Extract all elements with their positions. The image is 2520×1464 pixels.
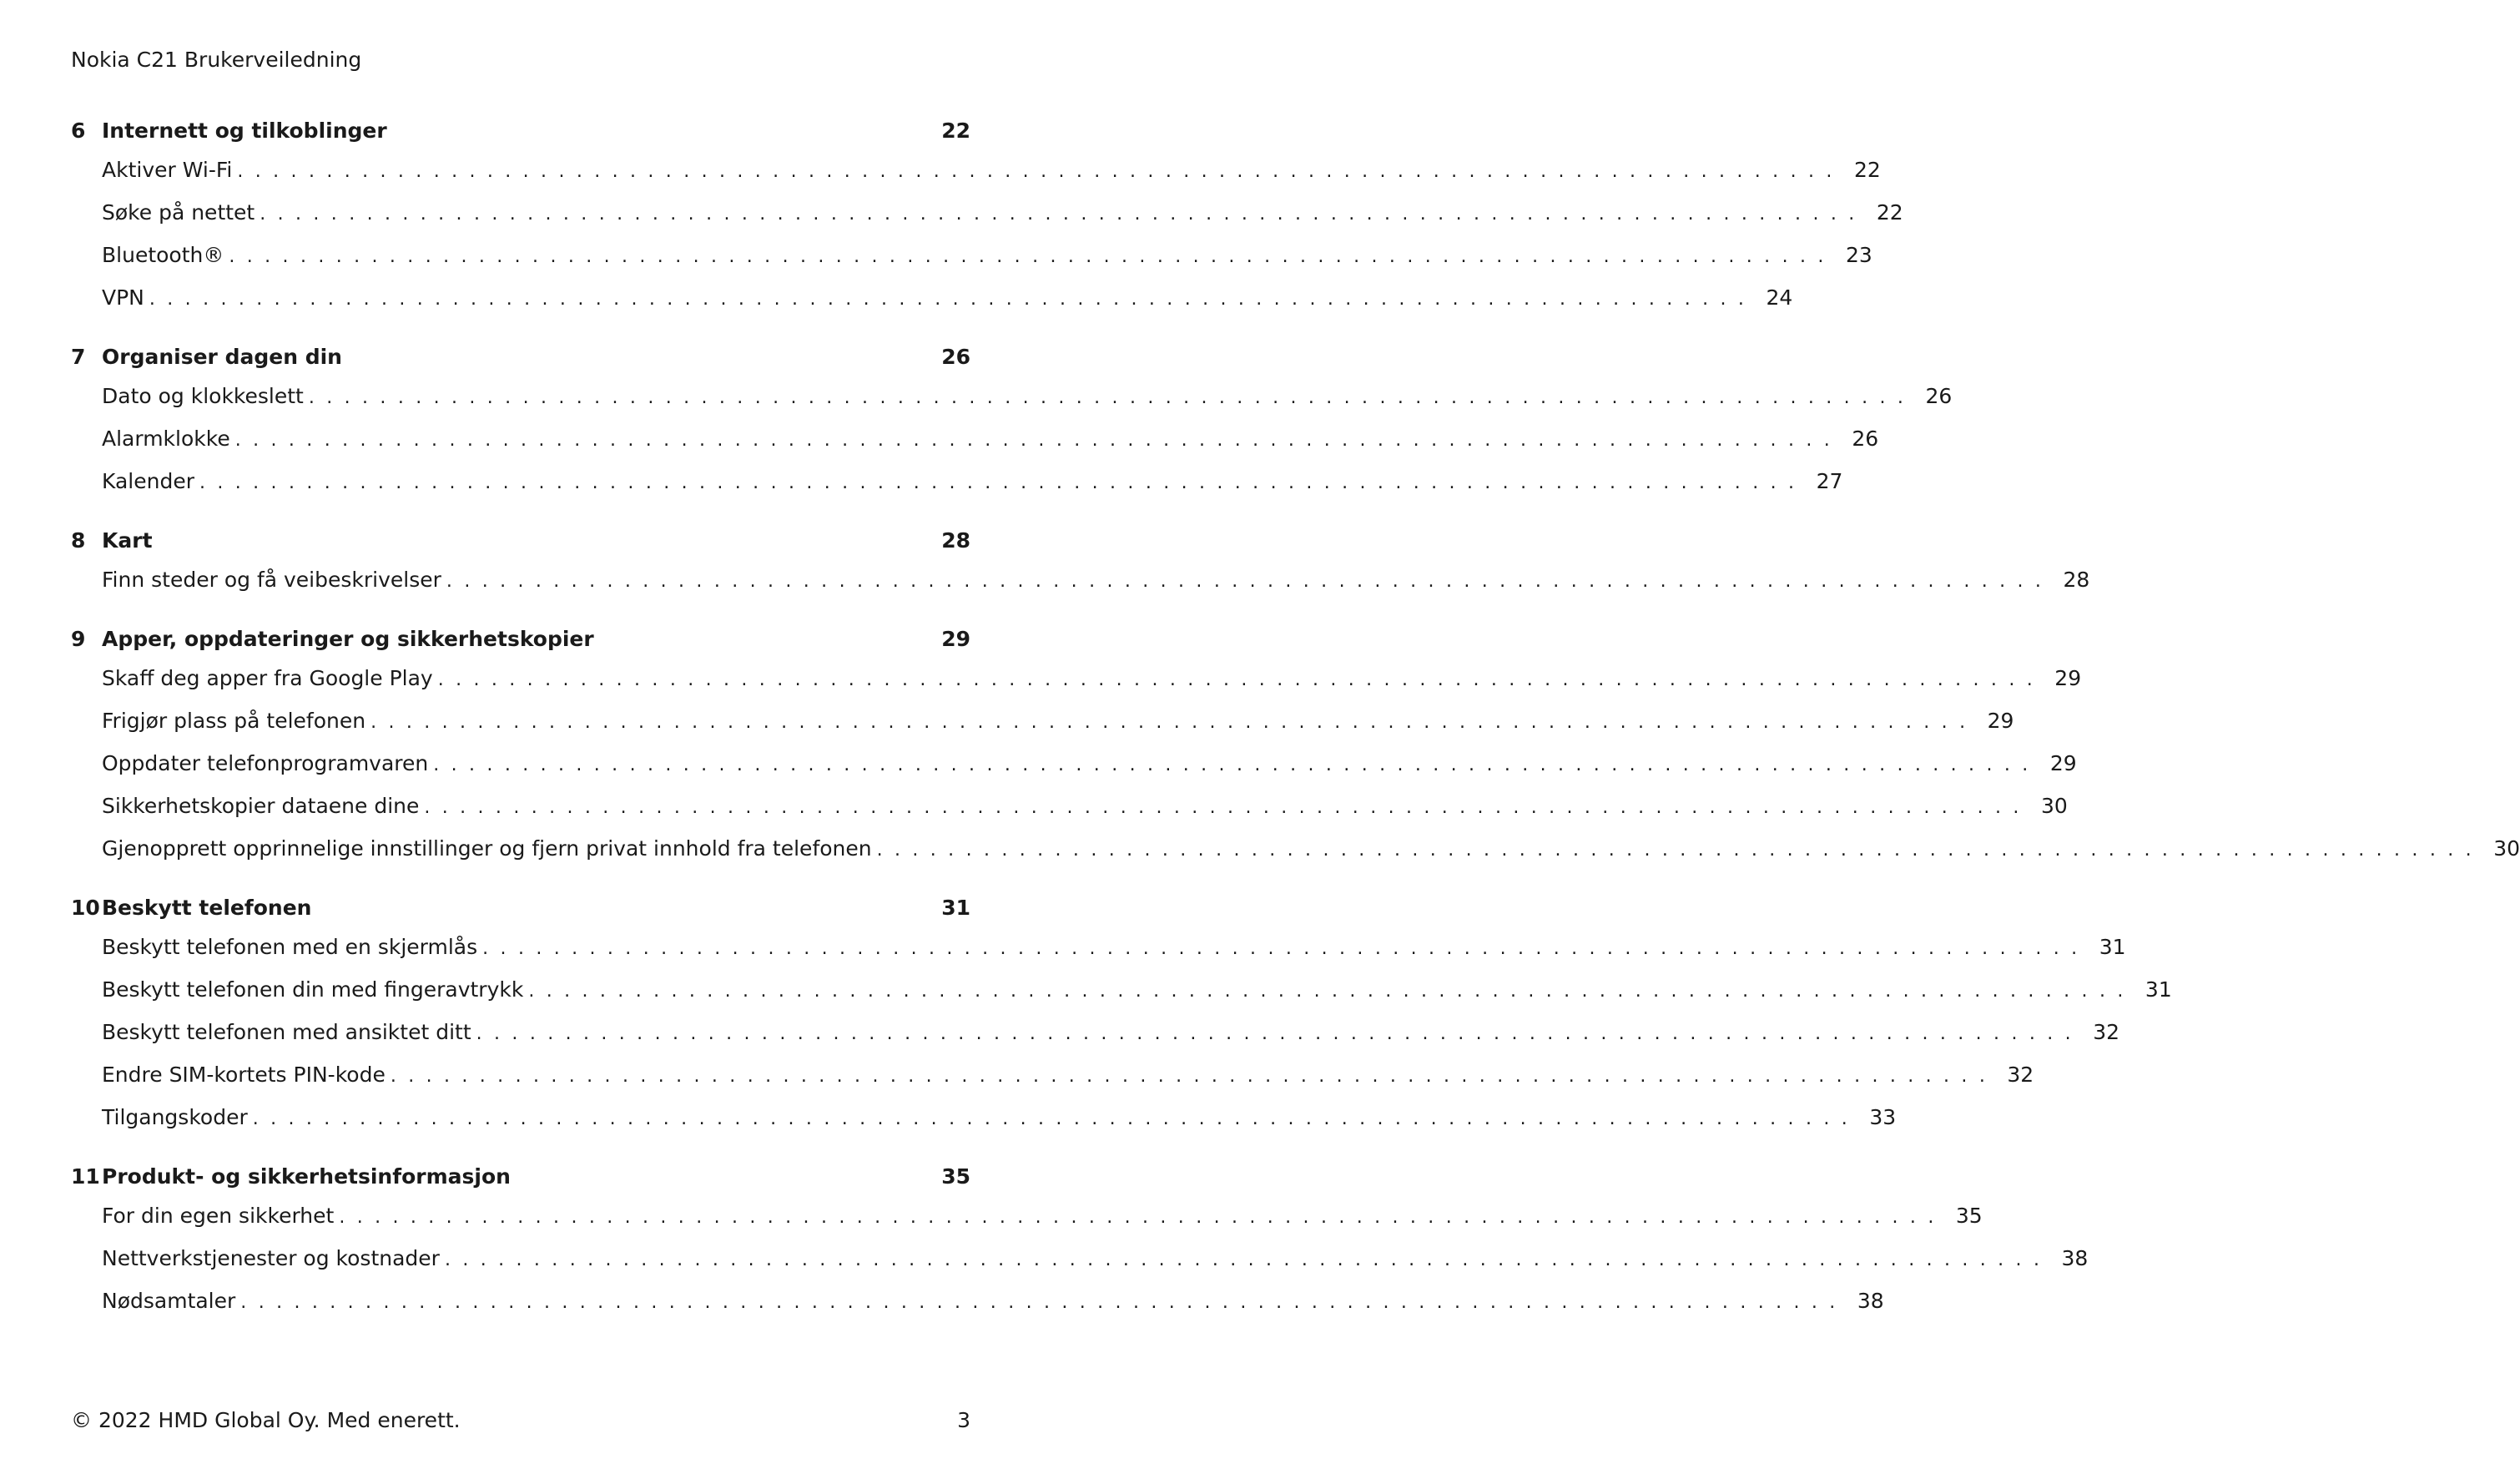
toc-entry[interactable] <box>71 1194 1983 1237</box>
toc-section <box>71 1159 2089 1322</box>
entry-page: 30 <box>2040 794 2068 818</box>
dot-leader: .......................................................................................... <box>240 1292 1847 1313</box>
section-title: Produkt- og sikkerhetsinformasjon <box>102 1164 511 1189</box>
section-page: 31 <box>941 896 970 920</box>
dot-leader: .......................................................................................... <box>237 161 1844 182</box>
toc-entry[interactable] <box>71 968 2172 1011</box>
dot-leader: .......................................................................................... <box>482 938 2089 959</box>
toc-entry[interactable] <box>71 1096 1897 1138</box>
entry-title: Endre SIM-kortets PIN-kode <box>102 1063 386 1087</box>
section-number: 9 <box>71 627 86 651</box>
toc-section-heading[interactable] <box>71 340 970 375</box>
entry-title: Finn steder og få veibeskrivelser <box>102 568 441 592</box>
toc-entry[interactable] <box>71 460 1843 502</box>
section-page: 28 <box>941 528 970 553</box>
entry-page: 27 <box>1816 469 1843 493</box>
toc-section-heading[interactable] <box>71 114 970 149</box>
entry-page: 29 <box>2054 666 2082 690</box>
section-number: 6 <box>71 119 86 143</box>
toc-entry[interactable] <box>71 699 2014 742</box>
toc-entry[interactable] <box>71 1237 2089 1280</box>
toc-section <box>71 523 2090 601</box>
entry-title: Aktiver Wi-Fi <box>102 158 233 182</box>
section-title: Apper, oppdateringer og sikkerhetskopier <box>102 627 594 651</box>
entry-page: 38 <box>1857 1289 1884 1313</box>
entry-title: Skaff deg apper fra Google Play <box>102 666 433 690</box>
entry-title: Tilgangskoder <box>102 1105 248 1129</box>
entry-title: Sikkerhetskopier dataene dine <box>102 794 420 818</box>
dot-leader: .......................................................................................... <box>339 1207 1946 1228</box>
entry-page: 23 <box>1845 243 1872 267</box>
section-title: Internett og tilkoblinger <box>102 119 387 143</box>
entry-page: 29 <box>2049 751 2077 775</box>
section-number: 7 <box>71 345 86 369</box>
dot-leader: .......................................................................................... <box>437 669 2045 690</box>
entry-title: Dato og klokkeslett <box>102 384 304 408</box>
dot-leader: .......................................................................................... <box>308 387 1916 408</box>
section-page: 22 <box>941 119 970 143</box>
dot-leader: .......................................................................................... <box>433 755 2040 775</box>
toc-entry[interactable] <box>71 276 1793 319</box>
entry-title: Beskytt telefonen din med fingeravtrykk <box>102 977 524 1002</box>
toc-entry[interactable] <box>71 149 1881 191</box>
section-title: Organiser dagen din <box>102 345 342 369</box>
dot-leader: .......................................................................................... <box>260 204 1867 225</box>
entry-title: Nødsamtaler <box>102 1289 236 1313</box>
toc-section-heading[interactable] <box>71 523 970 558</box>
toc-section <box>71 891 2172 1138</box>
entry-title: Kalender <box>102 469 194 493</box>
section-number: 11 <box>71 1164 100 1189</box>
section-page: 26 <box>941 345 970 369</box>
entry-page: 26 <box>1852 427 1879 451</box>
toc-entry[interactable] <box>71 375 1953 417</box>
entry-page: 31 <box>2145 977 2172 1002</box>
entry-page: 32 <box>2007 1063 2034 1087</box>
entry-title: Oppdater telefonprogramvaren <box>102 751 429 775</box>
entry-title: Alarmklokke <box>102 427 230 451</box>
toc-entry[interactable] <box>71 417 1879 460</box>
entry-page: 32 <box>2093 1020 2120 1044</box>
toc-section <box>71 340 1953 502</box>
entry-title: Bluetooth® <box>102 243 224 267</box>
toc-section-heading[interactable] <box>71 1159 970 1194</box>
entry-title: Gjenopprett opprinnelige innstillinger og fjern privat innhold fra telefonen <box>102 836 872 861</box>
toc-section-heading[interactable] <box>71 622 970 657</box>
entry-title: Beskytt telefonen med en skjermlås <box>102 935 478 959</box>
entry-title: For din egen sikkerhet <box>102 1204 335 1228</box>
section-page: 35 <box>941 1164 970 1189</box>
entry-page: 28 <box>2063 568 2090 592</box>
toc-entry[interactable] <box>71 657 2082 699</box>
entry-page: 29 <box>1987 709 2014 733</box>
entry-title: VPN <box>102 285 144 310</box>
toc-entry[interactable] <box>71 558 2090 601</box>
toc-entry[interactable] <box>71 1280 1884 1322</box>
entry-page: 33 <box>1869 1105 1897 1129</box>
entry-page: 24 <box>1766 285 1793 310</box>
entry-page: 22 <box>1876 200 1903 225</box>
section-title: Beskytt telefonen <box>102 896 312 920</box>
dot-leader: .......................................................................................... <box>199 472 1807 493</box>
entry-page: 26 <box>1925 384 1953 408</box>
dot-leader: .......................................................................................... <box>446 571 2054 592</box>
dot-leader: .......................................................................................... <box>390 1066 1998 1087</box>
entry-page: 31 <box>2099 935 2126 959</box>
dot-leader: .......................................................................................... <box>444 1249 2052 1270</box>
toc-entry[interactable] <box>71 926 2126 968</box>
toc-entry[interactable] <box>71 234 1872 276</box>
entry-title: Søke på nettet <box>102 200 255 225</box>
toc-entry[interactable] <box>71 742 2077 785</box>
section-page: 29 <box>941 627 970 651</box>
entry-title: Frigjør plass på telefonen <box>102 709 366 733</box>
dot-leader: .......................................................................................... <box>424 797 2031 818</box>
toc-section <box>71 114 1903 319</box>
section-number: 10 <box>71 896 100 920</box>
page-number: 3 <box>957 1408 970 1432</box>
copyright-text: © 2022 HMD Global Oy. Med enerett. <box>71 1408 461 1432</box>
entry-page: 30 <box>2493 836 2520 861</box>
dot-leader: .......................................................................................... <box>876 840 2483 861</box>
section-title: Kart <box>102 528 153 553</box>
toc-entry[interactable] <box>71 1053 2034 1096</box>
dot-leader: .......................................................................................... <box>528 981 2135 1002</box>
entry-page: 22 <box>1853 158 1881 182</box>
dot-leader: .......................................................................................... <box>370 712 1978 733</box>
entry-page: 38 <box>2061 1246 2089 1270</box>
dot-leader: .......................................................................................... <box>234 430 1842 451</box>
entry-title: Nettverkstjenester og kostnader <box>102 1246 440 1270</box>
toc-section-heading[interactable] <box>71 891 970 926</box>
table-of-contents <box>71 114 2520 1343</box>
dot-leader: .......................................................................................... <box>149 289 1756 310</box>
page-header: Nokia C21 Brukerveiledning <box>71 48 362 72</box>
entry-title: Beskytt telefonen med ansiktet ditt <box>102 1020 471 1044</box>
toc-entry[interactable] <box>71 1011 2120 1053</box>
toc-section <box>71 622 2520 870</box>
section-number: 8 <box>71 528 86 553</box>
toc-entry[interactable] <box>71 827 2520 870</box>
entry-page: 35 <box>1955 1204 1983 1228</box>
dot-leader: .......................................................................................... <box>476 1023 2084 1044</box>
toc-entry[interactable] <box>71 785 2068 827</box>
dot-leader: .......................................................................................... <box>252 1108 1860 1129</box>
page-footer <box>71 1407 970 1434</box>
dot-leader: .......................................................................................... <box>229 246 1836 267</box>
toc-entry[interactable] <box>71 191 1903 234</box>
